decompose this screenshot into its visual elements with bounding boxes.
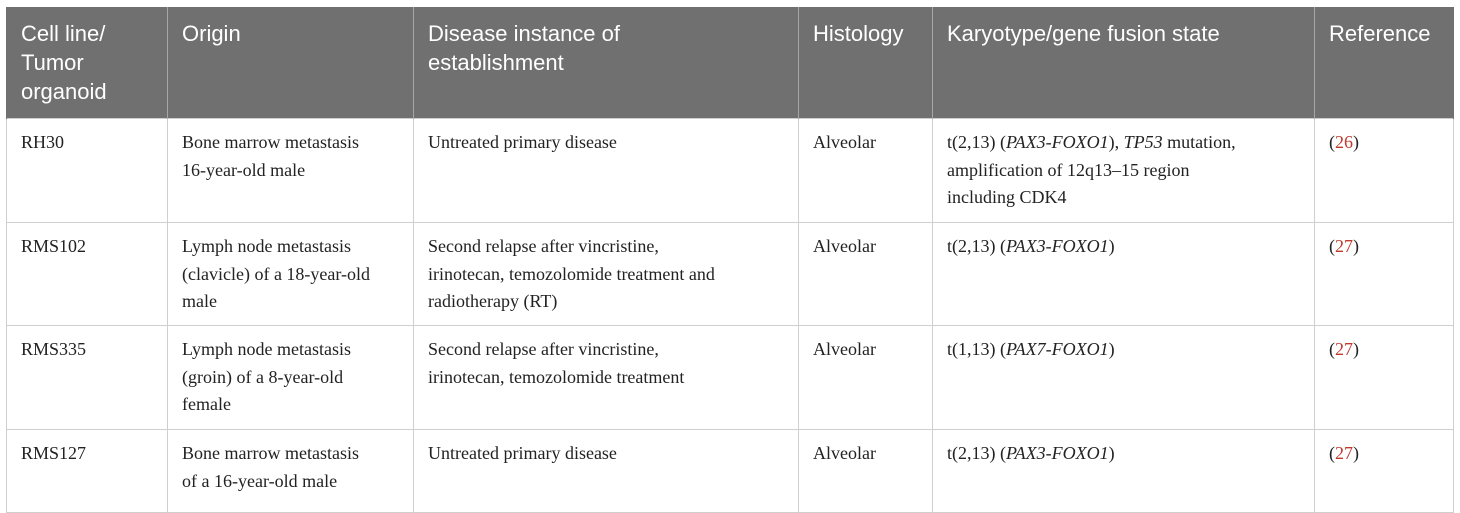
table-row	[7, 326, 1454, 430]
cell-text: Bone marrow metastasis	[182, 132, 359, 152]
cell-line-name	[7, 223, 168, 326]
cell-text: Alveolar	[813, 132, 876, 152]
cell-text: Untreated primary disease	[428, 132, 617, 152]
cell-text: Untreated primary disease	[428, 443, 617, 463]
cell-text: of a 16-year-old male	[182, 470, 338, 491]
cell-text: t(2,13) (	[947, 236, 1006, 256]
cell-text: t(2,13) (	[947, 132, 1006, 152]
cell-text: Alveolar	[813, 236, 876, 256]
header-line: Disease instance of	[428, 21, 620, 46]
cell-line-table	[6, 7, 1454, 513]
header-histology	[799, 7, 933, 119]
cell-text: mutation,	[1162, 132, 1236, 152]
cell-text: (groin) of a 8-year-old	[182, 366, 344, 387]
header-line: Karyotype/gene fusion state	[947, 21, 1220, 46]
header-row	[7, 7, 1454, 119]
fusion-gene: PAX3-FOXO1	[1005, 443, 1109, 463]
cell-text: radiotherapy (RT)	[428, 291, 558, 311]
fusion-gene: PAX7-FOXO1	[1005, 339, 1109, 359]
table-body	[7, 119, 1454, 513]
cell-text: Alveolar	[813, 339, 876, 359]
cell-line-name	[7, 430, 168, 513]
cell-text: RMS102	[21, 236, 87, 256]
karyotype-cell	[933, 326, 1315, 430]
cell-text: )	[1108, 339, 1115, 359]
cell-text: amplification of 12q13–15 region	[947, 159, 1190, 180]
reference-link[interactable]: 27	[1335, 443, 1353, 463]
cell-text: irinotecan, temozolomide treatment	[428, 366, 685, 387]
header-line: Reference	[1329, 21, 1431, 46]
cell-text: ),	[1108, 132, 1124, 152]
header-line: Cell line/	[21, 21, 106, 46]
header-line: establishment	[428, 50, 564, 75]
cell-line-name	[7, 326, 168, 430]
cell-text: Bone marrow metastasis	[182, 443, 359, 463]
cell-text: Lymph node metastasis	[182, 339, 351, 359]
header-disease-instance	[414, 7, 799, 119]
reference-cell: (27)	[1315, 326, 1454, 430]
header-origin	[168, 7, 414, 119]
cell-text: )	[1108, 236, 1115, 256]
header-line: Origin	[182, 21, 241, 46]
table-row	[7, 430, 1454, 513]
karyotype-cell	[933, 119, 1315, 223]
header-cell-line	[7, 7, 168, 119]
reference-link[interactable]: 26	[1335, 132, 1353, 152]
fusion-gene: PAX3-FOXO1	[1005, 236, 1109, 256]
header-line: Histology	[813, 21, 904, 46]
table-row	[7, 223, 1454, 326]
disease-cell	[414, 119, 799, 223]
origin-cell	[168, 326, 414, 430]
cell-text: RH30	[21, 132, 65, 152]
cell-text: 16-year-old male	[182, 159, 306, 180]
karyotype-cell	[933, 430, 1315, 513]
cell-text: irinotecan, temozolomide treatment and	[428, 263, 715, 284]
reference-cell: (27)	[1315, 223, 1454, 326]
cell-text: including CDK4	[947, 187, 1067, 207]
karyotype-cell	[933, 223, 1315, 326]
reference-link[interactable]: 27	[1335, 236, 1353, 256]
cell-text: )	[1108, 443, 1115, 463]
header-line: organoid	[21, 79, 107, 104]
reference-cell: (26)	[1315, 119, 1454, 223]
cell-text: RMS127	[21, 443, 87, 463]
cell-text: male	[182, 291, 217, 311]
histology-cell	[799, 223, 933, 326]
disease-cell	[414, 223, 799, 326]
fusion-gene: PAX3-FOXO1	[1005, 132, 1109, 152]
origin-cell	[168, 223, 414, 326]
cell-text: Lymph node metastasis	[182, 236, 351, 256]
reference-link[interactable]: 27	[1335, 339, 1353, 359]
cell-text: RMS335	[21, 339, 87, 359]
origin-cell	[168, 430, 414, 513]
table-row	[7, 119, 1454, 223]
disease-cell	[414, 430, 799, 513]
cell-text: female	[182, 394, 231, 414]
origin-cell	[168, 119, 414, 223]
reference-cell: (27)	[1315, 430, 1454, 513]
cell-text: t(1,13) (	[947, 339, 1006, 359]
disease-cell	[414, 326, 799, 430]
header-reference	[1315, 7, 1454, 119]
cell-text: Alveolar	[813, 443, 876, 463]
cell-text: t(2,13) (	[947, 443, 1006, 463]
histology-cell	[799, 326, 933, 430]
cell-text: (clavicle) of a 18-year-old	[182, 263, 371, 284]
gene-name: TP53	[1123, 132, 1163, 152]
header-line: Tumor	[21, 50, 84, 75]
cell-line-name	[7, 119, 168, 223]
cell-text: Second relapse after vincristine,	[428, 339, 659, 359]
cell-text: Second relapse after vincristine,	[428, 236, 659, 256]
header-karyotype	[933, 7, 1315, 119]
histology-cell	[799, 430, 933, 513]
histology-cell	[799, 119, 933, 223]
table-header	[7, 7, 1454, 119]
